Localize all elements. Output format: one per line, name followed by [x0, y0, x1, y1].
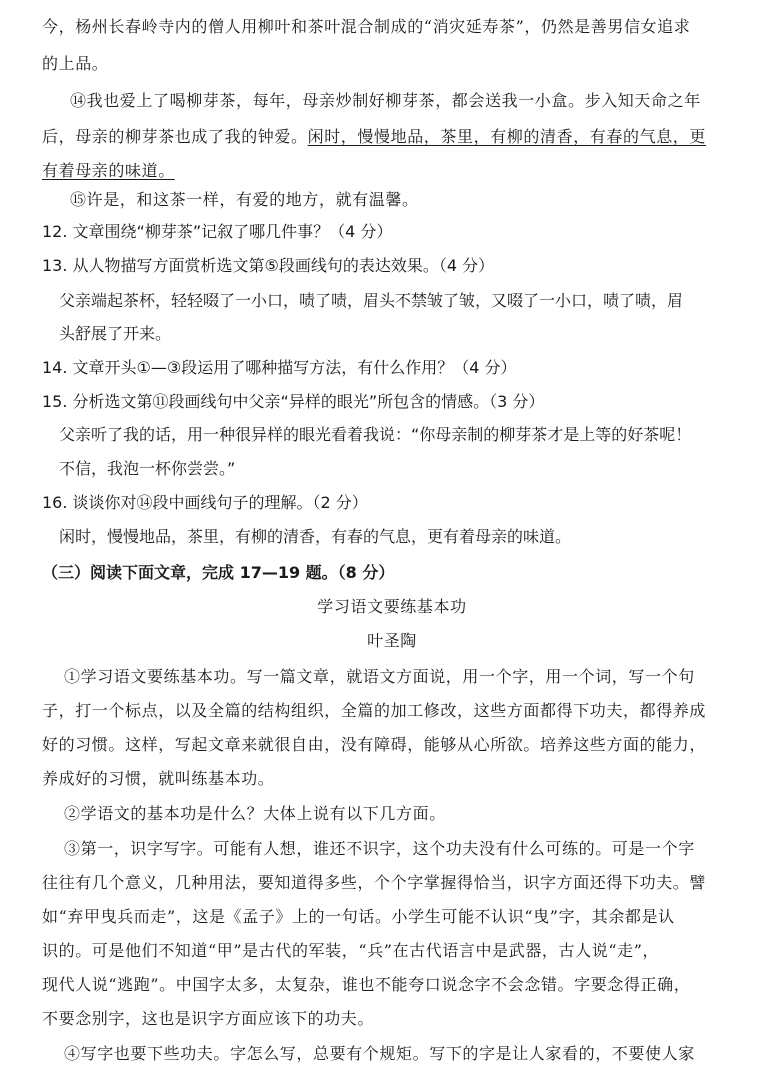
article-line: ①学习语文要练基本功。写一篇文章，就语文方面说，用一个字，用一个词，写一个句	[64, 667, 695, 686]
quote-line: 不信，我泡一杯你尝尝。”	[59, 459, 236, 478]
question-12: 12. 文章围绕“柳芽茶”记叙了哪几件事？（4 分）	[42, 222, 393, 241]
section-heading: （三）阅读下面文章，完成 17—19 题。（8 分）	[42, 563, 395, 582]
passage-line: 的上品。	[42, 54, 109, 73]
article-line: 子，打一个标点，以及全篇的结构组织，全篇的加工修改，这些方面都得下功夫，都得养成	[42, 701, 707, 720]
passage-line: 今，杨州长春岭寺内的僧人用柳叶和茶叶混合制成的“消灾延寿茶”，仍然是善男信女追求	[42, 17, 691, 36]
article-line: 好的习惯。这样，写起文章来就很自由，没有障碍，能够从心所欲。培养这些方面的能力，	[42, 735, 707, 754]
article-title: 学习语文要练基本功	[317, 597, 467, 616]
question-16: 16. 谈谈你对⑭段中画线句子的理解。（2 分）	[42, 493, 368, 512]
article-line: 养成好的习惯，就叫练基本功。	[42, 769, 275, 788]
passage-line: ⑭我也爱上了喝柳芽茶，每年，母亲炒制好柳芽茶，都会送我一小盒。步入知天命之年	[70, 91, 701, 110]
question-15: 15. 分析选文第⑪段画线句中父亲“异样的眼光”所包含的情感。（3 分）	[42, 392, 545, 411]
quote-line: 父亲听了我的话，用一种很异样的眼光看着我说：“你母亲制的柳芽茶才是上等的好茶呢！	[59, 425, 692, 444]
underlined-sentence: 闲时，慢慢地品，茶里，有柳的清香，有春的气息，更	[307, 127, 707, 146]
article-author: 叶圣陶	[367, 631, 417, 650]
article-line: 现代人说“逃跑”。中国字太多，太复杂，谁也不能夸口说念字不会念错。字要念得正确，	[42, 975, 691, 994]
article-line: ②学语文的基本功是什么？大体上说有以下几方面。	[64, 804, 446, 823]
passage-line: 后，母亲的柳芽茶也成了我的钟爱。闲时，慢慢地品，茶里，有柳的清香，有春的气息，更	[42, 127, 707, 146]
article-line: ③第一，识字写字。可能有人想，谁还不识字，这个功夫没有什么可练的。可是一个字	[64, 839, 695, 858]
quote-line: 父亲端起茶杯，轻轻啜了一小口，啧了啧，眉头不禁皱了皱，又啜了一小口，啧了啧，眉	[59, 291, 684, 310]
quote-line: 头舒展了开来。	[59, 324, 172, 343]
article-line: 识的。可是他们不知道“甲”是古代的军装，“兵”在古代语言中是武器，古人说“走”，	[42, 941, 660, 960]
quote-line: 闲时，慢慢地品，茶里，有柳的清香，有春的气息，更有着母亲的味道。	[59, 527, 572, 546]
article-line: ④写字也要下些功夫。字怎么写，总要有个规矩。写下的字是让人家看的，不要使人家	[64, 1044, 695, 1063]
article-line: 如“弃甲曳兵而走”，这是《孟子》上的一句话。小学生可能不认识“曳”字，其余都是认	[42, 907, 675, 926]
question-14: 14. 文章开头①—③段运用了哪种描写方法，有什么作用？（4 分）	[42, 358, 517, 377]
question-13: 13. 从人物描写方面赏析选文第⑤段画线句的表达效果。（4 分）	[42, 256, 495, 275]
underlined-sentence: 有着母亲的味道。	[42, 161, 175, 180]
article-line: 往往有几个意义，几种用法，要知道得多些，个个字掌握得恰当，识字方面还得下功夫。譬	[42, 873, 707, 892]
passage-line: ⑮许是，和这茶一样，有爱的地方，就有温馨。	[70, 190, 419, 209]
article-line: 不要念别字，这也是识字方面应该下的功夫。	[42, 1009, 375, 1028]
